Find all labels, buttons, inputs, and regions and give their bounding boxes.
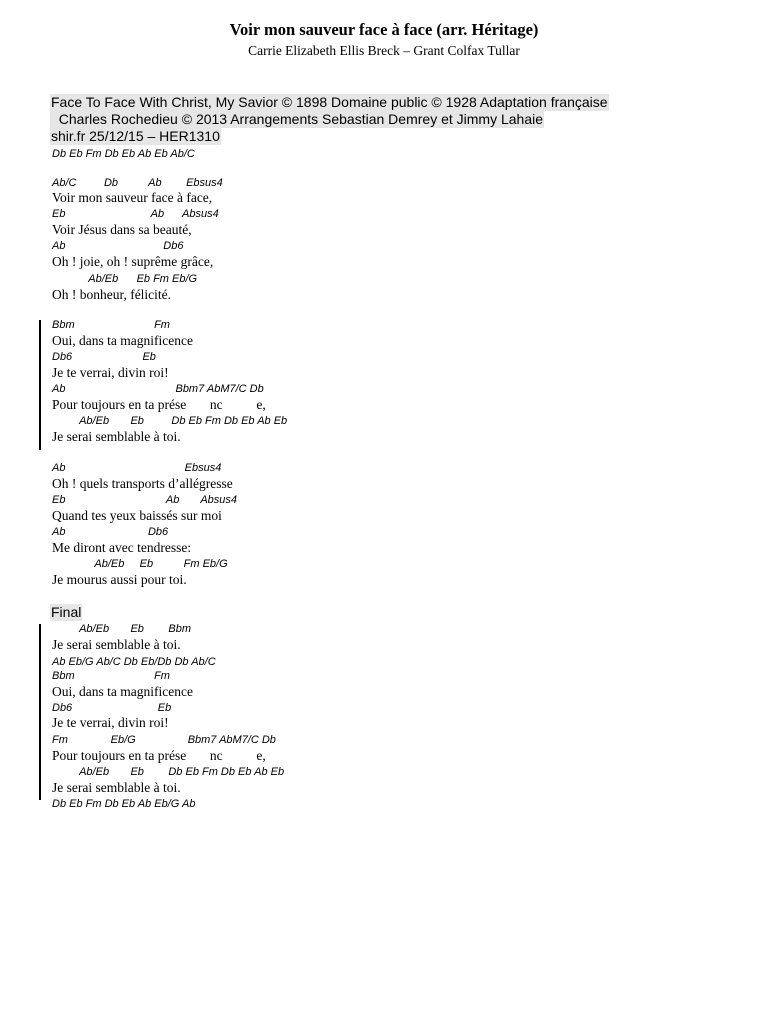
final-chords-7: Db Eb Fm Db Eb Ab Eb/G Ab [52,798,196,810]
song-authors: Carrie Elizabeth Ellis Breck – Grant Colfax Tullar [248,43,520,58]
final-lyric-1: Je serai semblable à toi. [52,637,181,652]
final-lyric-3: Oui, dans ta magnificence [52,684,193,699]
song-title: Voir mon sauveur face à face (arr. Héritage) [229,20,539,39]
verse2-chords-3: Ab Db6 [52,526,169,538]
copyright-line-2: Charles Rochedieu © 2013 Arrangements Sebastian Demrey et Jimmy Lahaie [51,111,544,127]
final-section-label: Final [51,604,82,620]
chorus-chords-4: Ab/Eb Eb Db Eb Fm Db Eb Ab Eb [52,415,288,427]
source-reference: shir.fr 25/12/15 – HER1310 [51,128,220,144]
verse2-chords-2: Eb Ab Absus4 [52,494,238,506]
verse1-lyric-1: Voir mon sauveur face à face, [52,190,213,205]
verse1-chords-4: Ab/Eb Eb Fm Eb/G [52,273,198,285]
verse1-lyric-4: Oh ! bonheur, félicité. [52,287,172,302]
verse2-chords-1: Ab Ebsus4 [52,462,222,474]
verse2-lyric-1: Oh ! quels transports d’allégresse [52,476,233,491]
verse1-chords-1: Ab/C Db Ab Ebsus4 [52,177,223,189]
final-lyric-4: Je te verrai, divin roi! [52,715,169,730]
copyright-line-1: Face To Face With Christ, My Savior © 1898 Domaine public © 1928 Adaptation française [51,94,608,110]
verse2-lyric-2: Quand tes yeux baissés sur moi [52,508,222,523]
chorus-lyric-3: Pour toujours en ta prése nc e, [52,397,266,412]
final-lyric-5: Pour toujours en ta prése nc e, [52,748,266,763]
final-bar [39,624,41,800]
final-chords-1: Ab/Eb Eb Bbm [52,623,191,635]
final-chords-4: Db6 Eb [52,702,172,714]
final-lyric-6: Je serai semblable à toi. [52,780,181,795]
final-chords-6: Ab/Eb Eb Db Eb Fm Db Eb Ab Eb [52,766,285,778]
final-chords-3: Bbm Fm [52,670,170,682]
verse1-lyric-3: Oh ! joie, oh ! suprême grâce, [52,254,214,269]
final-chords-2: Ab Eb/G Ab/C Db Eb/Db Db Ab/C [52,656,216,668]
verse2-lyric-3: Me diront avec tendresse: [52,540,192,555]
verse2-lyric-4: Je mourus aussi pour toi. [52,572,187,587]
chorus-bar [39,320,41,450]
chorus-lyric-2: Je te verrai, divin roi! [52,365,169,380]
chorus-lyric-4: Je serai semblable à toi. [52,429,181,444]
chorus-chords-3: Ab Bbm7 AbM7/C Db [52,383,264,395]
chorus-chords-2: Db6 Eb [52,351,156,363]
verse1-chords-3: Ab Db6 [52,240,184,252]
final-chords-5: Fm Eb/G Bbm7 AbM7/C Db [52,734,276,746]
chorus-lyric-1: Oui, dans ta magnificence [52,333,193,348]
verse1-chords-2: Eb Ab Absus4 [52,208,219,220]
verse2-chords-4: Ab/Eb Eb Fm Eb/G [52,558,228,570]
intro-chords: Db Eb Fm Db Eb Ab Eb Ab/C [52,148,195,160]
chorus-chords-1: Bbm Fm [52,319,170,331]
verse1-lyric-2: Voir Jésus dans sa beauté, [52,222,192,237]
